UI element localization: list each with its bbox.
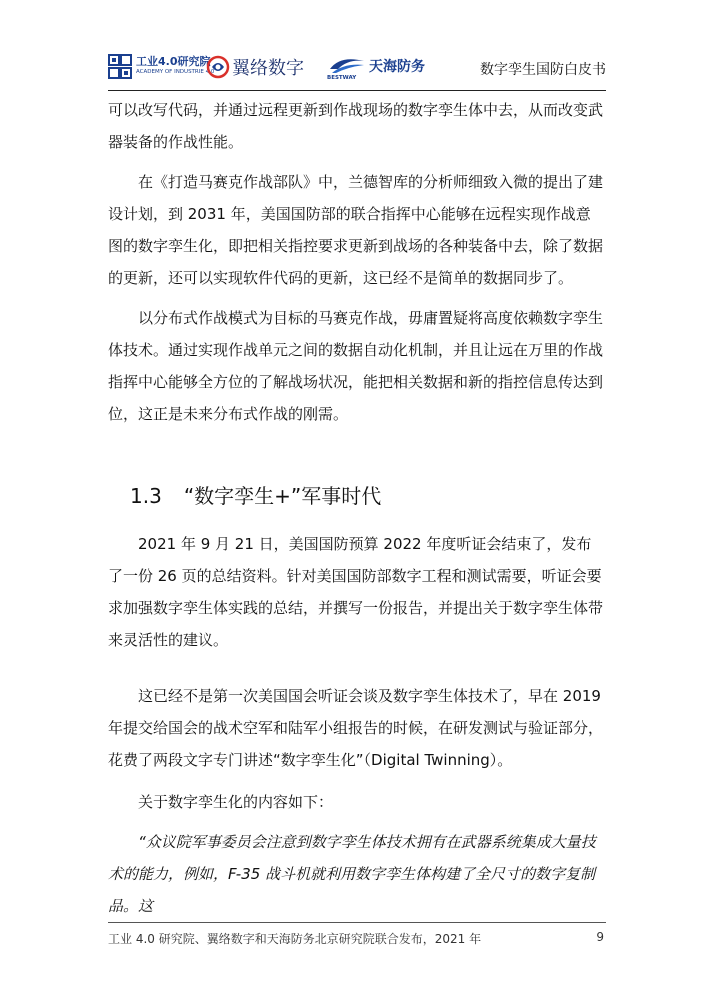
section-title: “数字孪生+”军事时代 [183,484,382,508]
yiluo-logo-icon [206,55,230,79]
page-number: 9 [596,930,604,944]
footer-divider [108,922,606,923]
paragraph-congress: 这已经不是第一次美国国会听证会谈及数字孪生体技术了，早在 2019 年提交给国会的战术空军和陆军小组报告的时候，在研发测试与验证部分，花费了两段文字专门讲述“数字孪生化”（Digital Twinning）。 [108,687,604,769]
paragraph-mosaic-plan: 在《打造马赛克作战部队》中，兰德智库的分析师细致入微的提出了建设计划，到 2031 年，美国国防部的联合指挥中心能够在远程实现作战意图的数字孪生化，即把相关指控要求更新到战场的各种装备中去，除了数据的更新，还可以实现软件代码的更新，这已经不是简单的数据同步了。 [108,173,604,287]
section-heading [130,480,381,509]
yiluo-logo-text: 翼络数字 [232,58,304,79]
footer-text: 工业 4.0 研究院、翼络数字和天海防务北京研究院联合发布，2021 年 [108,932,482,946]
paragraph-continued: 可以改写代码，并通过远程更新到作战现场的数字孪生体中去，从而改变武器装备的作战性能。 [108,101,604,151]
academy-logo-text: 工业4.0研究院 [136,55,211,68]
paragraph-quote: “众议院军事委员会注意到数字孪生体技术拥有在武器系统集成大量技术的能力，例如，F-35 战斗机就利用数字孪生体构建了全尺寸的数字复制品。这 [108,833,596,915]
paragraph-distributed-ops: 以分布式作战模式为目标的马赛克作战，毋庸置疑将高度依赖数字孪生体技术。通过实现作战单元之间的数据自动化机制，并且让远在万里的作战指挥中心能够全方位的了解战场状况，能把相关数据和新的指控信息传达到位，这正是未来分布式作战的刚需。 [108,309,604,423]
header-divider [108,90,606,91]
academy-logo-icon [108,54,132,80]
section-number: 1.3 [130,484,162,508]
bestway-logo-subtext: BESTWAY [327,75,357,81]
document-title: 数字孪生国防白皮书 [480,62,606,78]
bestway-logo-text: 天海防务 [369,59,425,75]
academy-logo-subtext: ACADEMY OF INDUSTRIE 4.0 [136,69,215,75]
page-header [108,48,606,88]
paragraph-intro-quote: 关于数字孪生化的内容如下： [138,793,334,811]
paragraph-hearing: 2021 年 9 月 21 日，美国国防预算 2022 年度听证会结束了，发布了一份 26 页的总结资料。针对美国国防部数字工程和测试需要，听证会要求加强数字孪生体实践的总结，并撰写一份报告，并提出关于数字孪生体带来灵活性的建议。 [108,535,604,649]
bestway-logo-icon [328,53,366,75]
